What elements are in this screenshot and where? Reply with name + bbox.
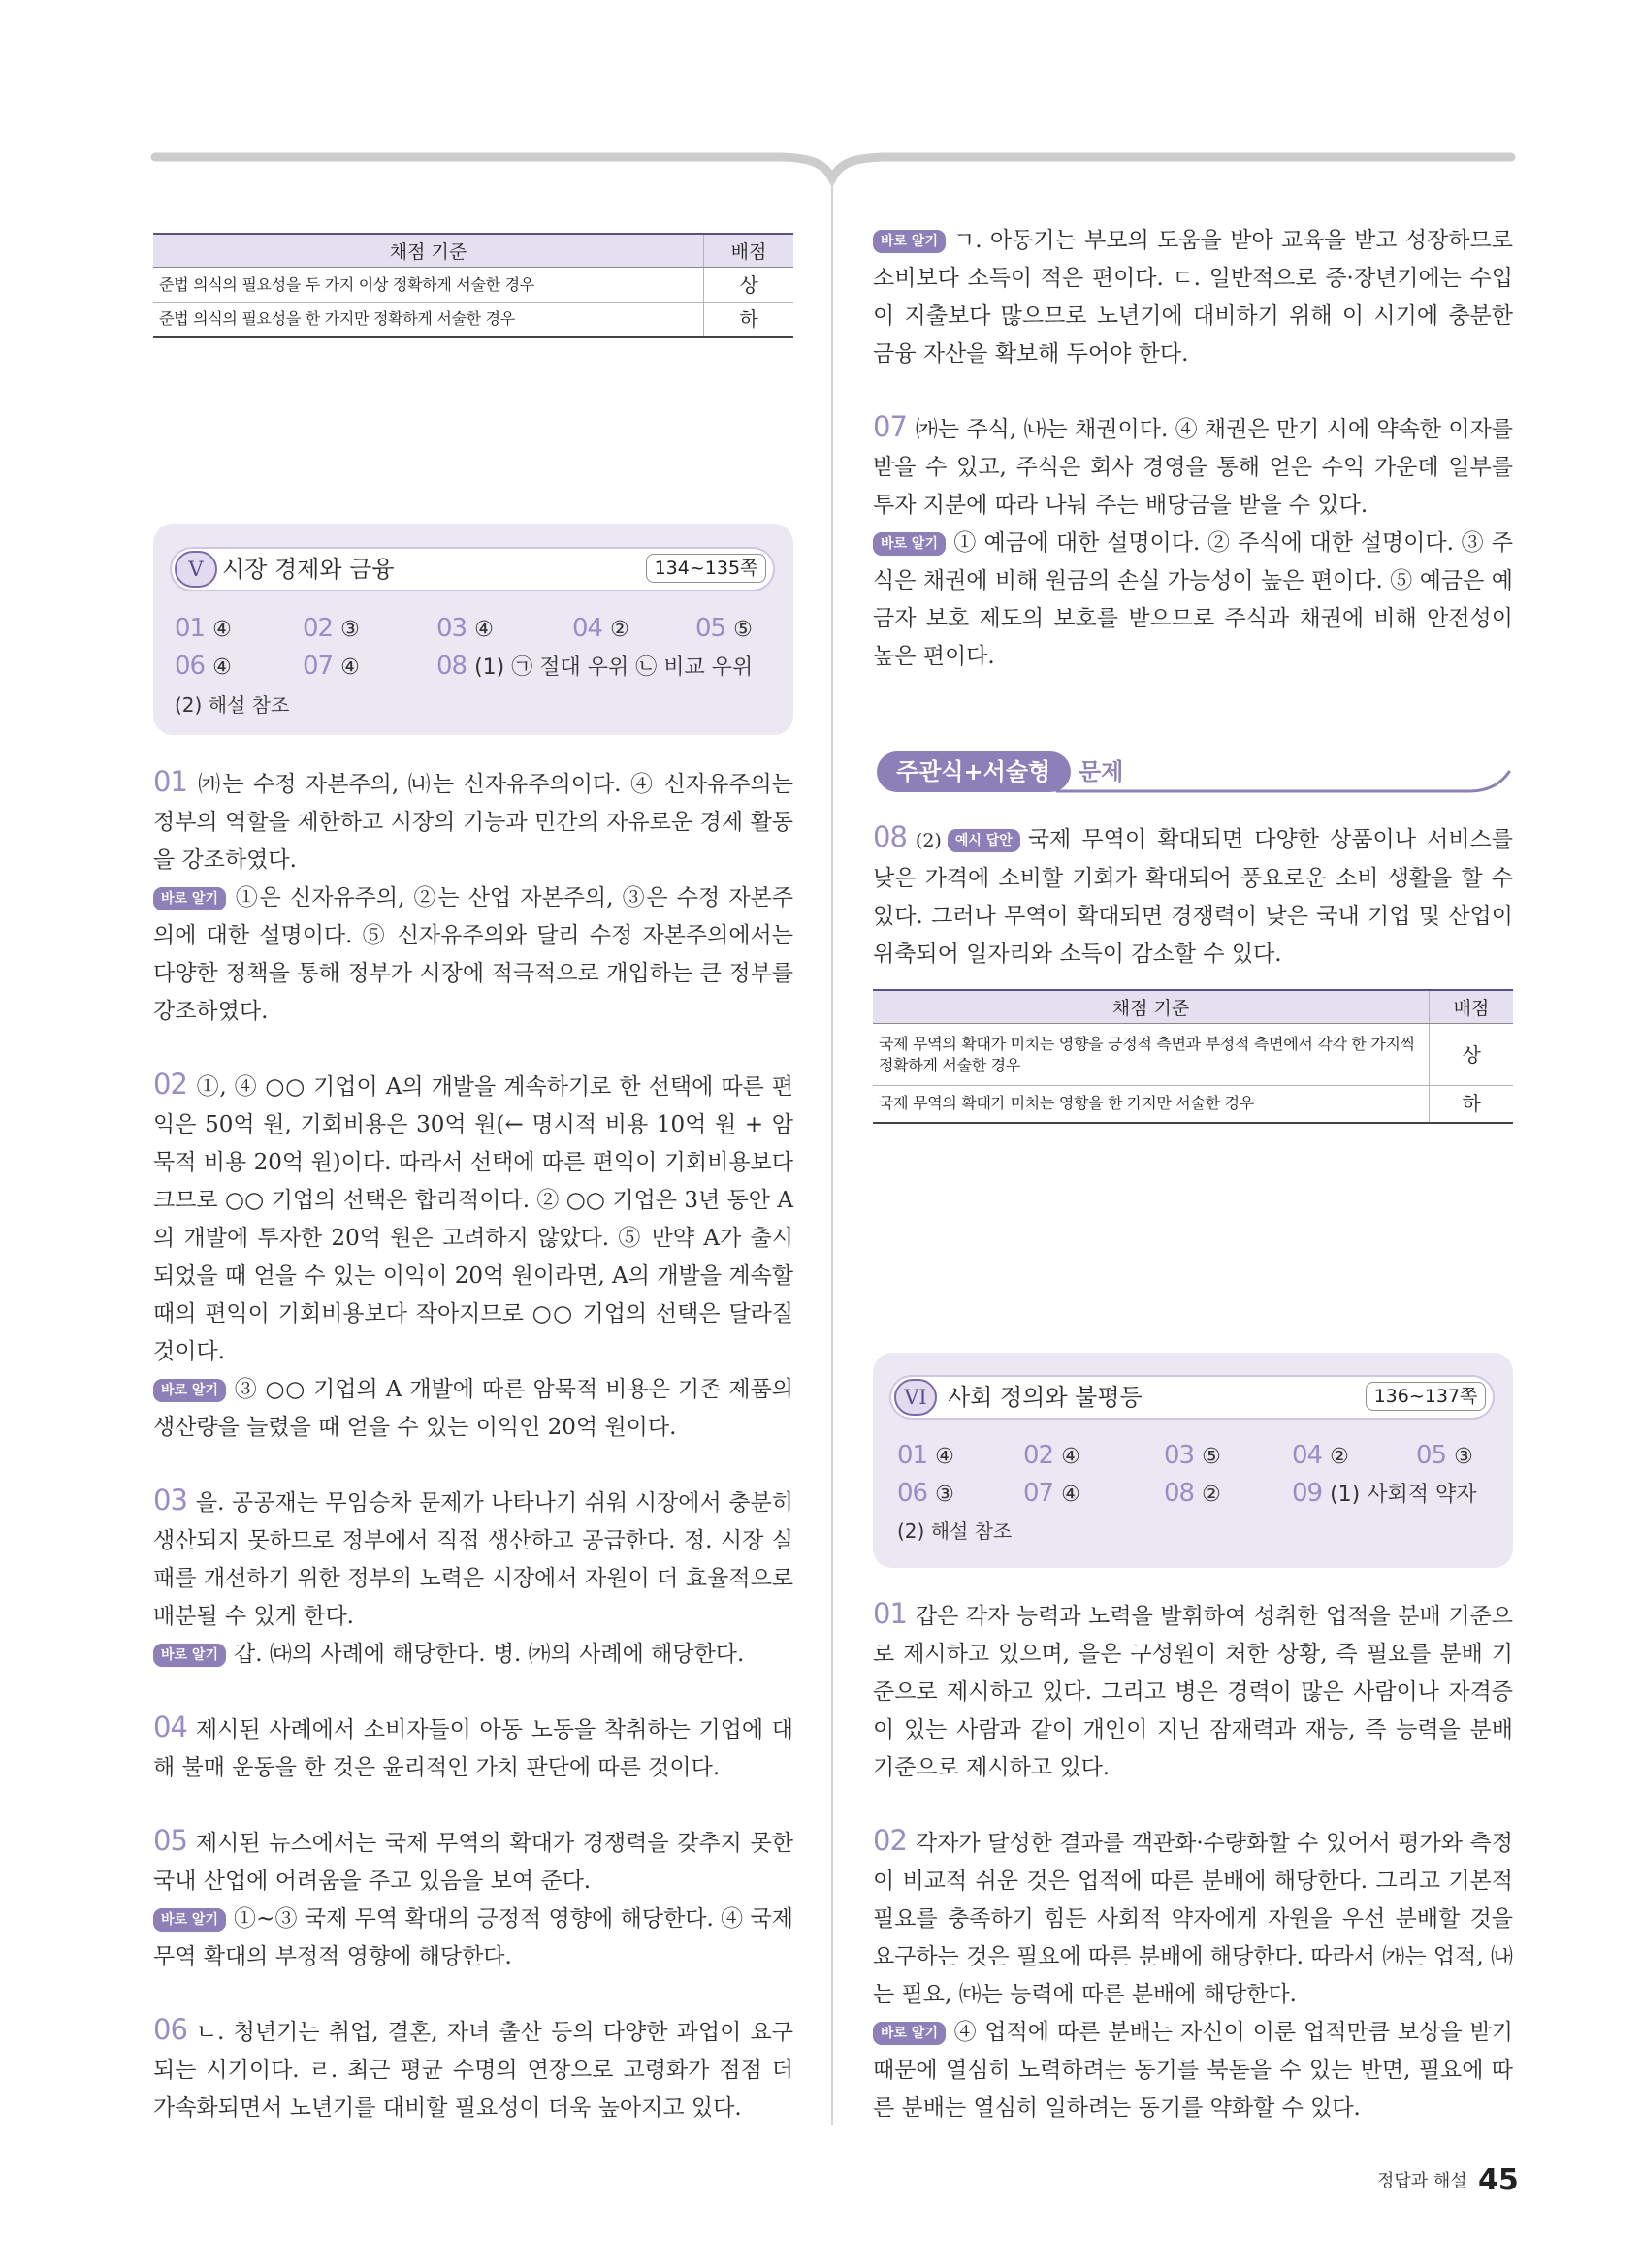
- unit-page-range: 136~137쪽: [1366, 1382, 1486, 1411]
- explanation-text: 제시된 뉴스에서는 국제 무역의 확대가 경쟁력을 갖추지 못한 국내 산업에 어려움을 주고 있음을 보여 준다.: [153, 1831, 793, 1894]
- correction-note: [873, 525, 1513, 676]
- answer-number: 05: [1416, 1441, 1447, 1470]
- answer-item: [1023, 1437, 1080, 1476]
- correction-badge: 바로 알기: [153, 1908, 226, 1932]
- answer-number: 06: [175, 652, 206, 681]
- unit-page-range: 134~135쪽: [646, 554, 766, 583]
- score-header: 배점: [1430, 990, 1514, 1024]
- answer-value: ⑤: [1202, 1445, 1221, 1469]
- answer-number: 09: [1292, 1479, 1323, 1508]
- unit-header: [891, 1377, 1493, 1418]
- answer-item: [303, 610, 360, 649]
- answer-item: [1164, 1437, 1221, 1476]
- unit-answer-box: [873, 1353, 1513, 1568]
- answer-item: [695, 610, 753, 649]
- answer-item: [897, 1437, 954, 1476]
- correction-note: [873, 2014, 1513, 2127]
- criterion-cell: 준법 의식의 필요성을 두 가지 이상 정확하게 서술한 경우: [153, 268, 704, 303]
- correction-badge: 바로 알기: [873, 532, 946, 556]
- left-explanations: [153, 766, 793, 2127]
- correction-text: 갑. ㈐의 사례에 해당한다. 병. ㈎의 사례에 해당한다.: [233, 1642, 745, 1667]
- question-number: 02: [873, 1824, 907, 1857]
- unit-numeral: VI: [894, 1379, 937, 1416]
- correction-badge: 바로 알기: [153, 1379, 226, 1402]
- scoring-criteria-table: [153, 233, 793, 338]
- section-header-subjective: [873, 747, 1513, 801]
- answer-note: (2) 해설 참조: [897, 1519, 1013, 1543]
- answer-number: 08: [1164, 1479, 1195, 1508]
- right-top-explanations: [873, 222, 1513, 676]
- answer-value: ④: [212, 618, 232, 642]
- criterion-cell: 국제 무역의 확대가 미치는 영향을 긍정적 측면과 부정적 측면에서 각각 한 가지씩 정확하게 서술한 경우: [873, 1024, 1430, 1086]
- correction-text: ① 예금에 대한 설명이다. ② 주식에 대한 설명이다. ③ 주식은 채권에 비해 원금의 손실 가능성이 높은 편이다. ⑤ 예금은 예금자 보호 제도의 보호를 받으므로 주식과 채권에 비해 안전성이 높은 편이다.: [873, 530, 1513, 669]
- example-answer-badge: 예시 답안: [948, 829, 1020, 852]
- explanation-04: [153, 1711, 793, 1787]
- score-cell: 하: [704, 303, 794, 337]
- answer-value: ②: [1202, 1483, 1221, 1507]
- correction-note: [153, 1901, 793, 1976]
- table-header-row: [873, 990, 1513, 1024]
- question-number: 01: [873, 1597, 907, 1630]
- answer-value: ④: [212, 655, 232, 680]
- question-number: 01: [153, 765, 187, 798]
- unit-title: 시장 경제와 금융: [222, 556, 395, 583]
- answer-value: (1) 사회적 약자: [1330, 1483, 1477, 1507]
- table-row: [153, 303, 793, 337]
- answer-number: 07: [303, 652, 334, 681]
- answer-value: ④: [474, 618, 494, 642]
- question-number: 03: [153, 1484, 187, 1517]
- score-header: 배점: [704, 234, 794, 268]
- correction-note: [153, 879, 793, 1031]
- answer-item: [436, 648, 753, 687]
- answer-value: ④: [1061, 1483, 1080, 1507]
- question-number: 07: [873, 410, 907, 443]
- correction-badge: 바로 알기: [153, 1644, 226, 1667]
- right-bottom-explanations: [873, 1598, 1513, 2127]
- answer-item: [1292, 1475, 1477, 1514]
- explanation-02: [873, 1825, 1513, 2127]
- question-number: 02: [153, 1068, 187, 1101]
- explanation-body: [153, 1069, 793, 1371]
- correction-text: ㄱ. 아동기는 부모의 도움을 받아 교육을 받고 성장하므로 소비보다 소득이 적은 편이다. ㄷ. 일반적으로 중·장년기에는 수입이 지출보다 많으므로 노년기에 대비하기 위해 이 시기에 충분한 금융 자산을 확보해 두어야 한다.: [873, 228, 1513, 367]
- table-row: [153, 268, 793, 303]
- footer-label: 정답과 해설: [1377, 2171, 1467, 2191]
- answer-number: 06: [897, 1479, 928, 1508]
- answer-number: 03: [436, 614, 467, 643]
- answer-item: [436, 610, 494, 649]
- score-cell: 하: [1430, 1086, 1514, 1123]
- question-number: 08: [873, 820, 907, 853]
- correction-note: [153, 1636, 793, 1674]
- answer-number: 01: [175, 614, 206, 643]
- explanation-text: ㄴ. 청년기는 취업, 결혼, 자녀 출산 등의 다양한 과업이 요구되는 시기이다. ㄹ. 최근 평균 수명의 연장으로 고령화가 점점 더 가속화되면서 노년기를 대비할 필요성이 더욱 높아지고 있다.: [153, 2020, 793, 2121]
- right-explanation-08: [873, 821, 1513, 974]
- explanation-text: 각자가 달성한 결과를 객관화·수량화할 수 있어서 평가와 측정이 비교적 쉬운 것은 업적에 따른 분배에 해당한다. 그리고 기본적 필요를 충족하기 힘든 사회적 약자에게 자원을 우선 분배할 것을 요구하는 것은 필요에 따른 분배에 해당한다. 따라서 ㈎는 업적, ㈏는 필요, ㈐는 능력에 따른 분배에 해당한다.: [873, 1831, 1513, 2007]
- answer-number: 05: [695, 614, 726, 643]
- answer-value: ④: [1061, 1445, 1080, 1469]
- answer-number: 03: [1164, 1441, 1195, 1470]
- answer-number: 07: [1023, 1479, 1054, 1508]
- answer-value: (1) ㉠ 절대 우위 ㉡ 비교 우위: [474, 655, 754, 680]
- answer-item: [1023, 1475, 1080, 1514]
- explanation-body: [873, 821, 1513, 974]
- question-number: 04: [153, 1710, 187, 1743]
- answer-item: [572, 610, 629, 649]
- explanation-08: [873, 821, 1513, 974]
- scoring-criteria-table: [873, 989, 1513, 1124]
- answer-item: [1164, 1475, 1221, 1514]
- table-row: [873, 1086, 1513, 1123]
- answer-item: [303, 648, 360, 687]
- explanation-text: 갑은 각자 능력과 노력을 발휘하여 성취한 업적을 분배 기준으로 제시하고 있으며, 을은 구성원이 처한 상황, 즉 필요를 분배 기준으로 제시하고 있다. 그리고 병은 경력이 많은 사람이나 자격증이 있는 사람과 같이 개인이 지닌 잠재력과 재능, 즉 능력을 분배 기준으로 제시하고 있다.: [873, 1604, 1513, 1780]
- explanation-03: [153, 1485, 793, 1674]
- unit-header: [172, 549, 773, 590]
- answer-item: [1292, 1437, 1349, 1476]
- correction-text: ③ ○○ 기업의 A 개발에 따른 암묵적 비용은 기존 제품의 생산량을 늘렸을 때 얻을 수 있는 이익인 20억 원이다.: [153, 1377, 793, 1440]
- answer-number: 04: [1292, 1441, 1323, 1470]
- criterion-header: 채점 기준: [873, 990, 1430, 1024]
- correction-note: [873, 222, 1513, 373]
- score-cell: 상: [1430, 1024, 1514, 1086]
- answer-value: ②: [1330, 1445, 1349, 1469]
- correction-text: ④ 업적에 따른 분배는 자신이 이룬 업적만큼 보상을 받기 때문에 열심히 노력하려는 동기를 북돋을 수 있는 반면, 필요에 따른 분배는 열심히 일하려는 동기를 약화할 수 있다.: [873, 2020, 1513, 2121]
- answer-item: [897, 1475, 954, 1514]
- explanation-text: 제시된 사례에서 소비자들이 아동 노동을 착취하는 기업에 대해 불매 운동을 한 것은 윤리적인 가치 판단에 따른 것이다.: [153, 1717, 793, 1780]
- explanation-body: [873, 1825, 1513, 2014]
- answer-value: ③: [935, 1483, 954, 1507]
- explanation-07: [873, 411, 1513, 676]
- explanation-body: [873, 1598, 1513, 1787]
- correction-note: [153, 1371, 793, 1447]
- answer-item: [175, 648, 232, 687]
- table-row: [873, 1024, 1513, 1086]
- explanation-01: [873, 1598, 1513, 1787]
- question-part: (2): [915, 830, 942, 851]
- answer-number: 02: [303, 614, 334, 643]
- answer-value: ④: [340, 655, 360, 680]
- explanation-01: [153, 766, 793, 1031]
- answer-number: 08: [436, 652, 467, 681]
- explanation-body: [153, 1485, 793, 1636]
- top-binding-bar: [155, 157, 1511, 178]
- table-header-row: [153, 234, 793, 268]
- explanation-06-continued: [873, 222, 1513, 373]
- correction-badge: 바로 알기: [873, 230, 946, 253]
- explanation-body: [153, 766, 793, 879]
- explanation-02: [153, 1069, 793, 1447]
- unit-title: 사회 정의와 불평등: [948, 1384, 1143, 1411]
- section-header-rule: [1057, 772, 1509, 791]
- unit-answer-box: [153, 524, 793, 735]
- answer-note: (2) 해설 참조: [175, 693, 290, 717]
- explanation-body: [153, 2014, 793, 2127]
- criterion-cell: 준법 의식의 필요성을 한 가지만 정확하게 서술한 경우: [153, 303, 704, 337]
- correction-text: ①은 신자유주의, ②는 산업 자본주의, ③은 수정 자본주의에 대한 설명이다. ⑤ 신자유주의와 달리 수정 자본주의에서는 다양한 정책을 통해 정부가 시장에 적극적으로 개입하는 큰 정부를 강조하였다.: [153, 885, 793, 1024]
- explanation-06: [153, 2014, 793, 2127]
- question-number: 06: [153, 2013, 187, 2046]
- answer-item: [1416, 1437, 1473, 1476]
- explanation-text: ㈎는 수정 자본주의, ㈏는 신자유주의이다. ④ 신자유주의는 정부의 역할을 제한하고 시장의 기능과 민간의 자유로운 경제 활동을 강조하였다.: [153, 772, 793, 873]
- answer-value: ②: [610, 618, 629, 642]
- answer-number: 04: [572, 614, 603, 643]
- explanation-body: [873, 411, 1513, 525]
- answer-value: ④: [935, 1445, 954, 1469]
- criterion-header: 채점 기준: [153, 234, 704, 268]
- section-header-highlight: 주관식+서술형: [896, 758, 1051, 785]
- score-cell: 상: [704, 268, 794, 303]
- explanation-text: 국제 무역이 확대되면 다양한 상품이나 서비스를 낮은 가격에 소비할 기회가 확대되어 풍요로운 소비 생활을 할 수 있다. 그러나 무역이 확대되면 경쟁력이 낮은 국내 기업 및 산업이 위축되어 일자리와 소득이 감소할 수 있다.: [873, 827, 1513, 967]
- unit-numeral: V: [175, 551, 217, 588]
- answer-value: ③: [340, 618, 360, 642]
- correction-badge: 바로 알기: [153, 887, 226, 910]
- answer-number: 01: [897, 1441, 928, 1470]
- explanation-text: ①, ④ ○○ 기업이 A의 개발을 계속하기로 한 선택에 따른 편익은 50억 원, 기회비용은 30억 원(← 명시적 비용 10억 원 + 암묵적 비용 20억 원)이다. 따라서 선택에 따른 편익이 기회비용보다 크므로 ○○ 기업의 선택은 합리적이다. ② ○○ 기업은 3년 동안 A의 개발에 투자한 20억 원은 고려하지 않았다. ⑤ 만약 A가 출시되었을 때 얻을 수 있는 이익이 20억 원이라면, A의 개발을 계속할 때의 편익이 기회비용보다 작아지므로 ○○ 기업의 선택은 달라질 것이다.: [153, 1074, 793, 1364]
- explanation-body: [153, 1711, 793, 1787]
- section-header-rest: 문제: [1079, 758, 1124, 785]
- answer-number: 02: [1023, 1441, 1054, 1470]
- explanation-05: [153, 1825, 793, 1976]
- answer-item: [175, 610, 232, 649]
- explanation-text: 을. 공공재는 무임승차 문제가 나타나기 쉬워 시장에서 충분히 생산되지 못하므로 정부에서 직접 생산하고 공급한다. 정. 시장 실패를 개선하기 위한 정부의 노력은 시장에서 자원이 더 효율적으로 배분될 수 있게 한다.: [153, 1490, 793, 1629]
- correction-badge: 바로 알기: [873, 2022, 946, 2045]
- explanation-text: ㈎는 주식, ㈏는 채권이다. ④ 채권은 만기 시에 약속한 이자를 받을 수 있고, 주식은 회사 경영을 통해 얻은 수익 가운데 일부를 투자 지분에 따라 나눠 주는 배당금을 받을 수 있다.: [873, 417, 1513, 518]
- answer-value: ⑤: [733, 618, 753, 642]
- explanation-body: [153, 1825, 793, 1901]
- correction-text: ①~③ 국제 무역 확대의 긍정적 영향에 해당한다. ④ 국제 무역 확대의 부정적 영향에 해당한다.: [153, 1906, 793, 1969]
- question-number: 05: [153, 1824, 187, 1857]
- page-number: 45: [1478, 2163, 1519, 2197]
- answer-value: ③: [1454, 1445, 1473, 1469]
- criterion-cell: 국제 무역의 확대가 미치는 영향을 한 가지만 서술한 경우: [873, 1086, 1430, 1123]
